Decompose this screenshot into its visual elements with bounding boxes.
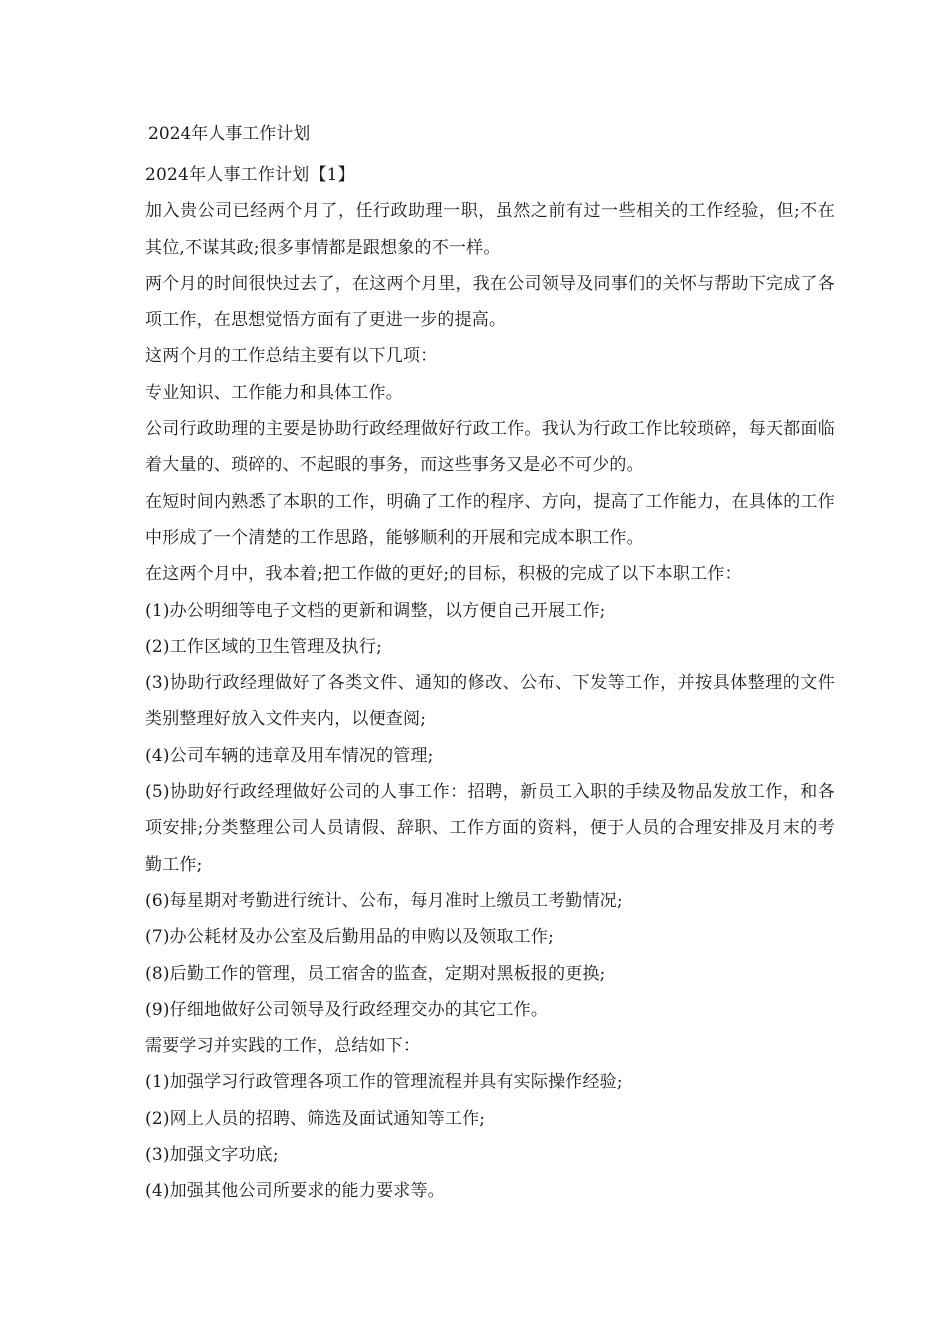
list-item: (1)办公明细等电子文档的更新和调整，以方便自己开展工作; <box>145 600 606 621</box>
list-item: (4)加强其他公司所要求的能力要求等。 <box>145 1181 445 1202</box>
list-item: (7)办公耗材及办公室及后勤用品的申购以及领取工作; <box>145 927 555 948</box>
paragraph: 两个月的时间很快过去了，在这两个月里，我在公司领导及同事们的关怀与帮助下完成了各项工作，在思想觉悟方面有了更进一步的提高。 <box>145 273 835 331</box>
list-item: (9)仔细地做好公司领导及行政经理交办的其它工作。 <box>145 999 549 1020</box>
list-item: (6)每星期对考勤进行统计、公布，每月准时上缴员工考勤情况; <box>145 890 623 911</box>
list-item: (1)加强学习行政管理各项工作的管理流程并具有实际操作经验; <box>145 1072 623 1093</box>
paragraph: 这两个月的工作总结主要有以下几项： <box>145 346 438 367</box>
list-item: (3)协助行政经理做好了各类文件、通知的修改、公布、下发等工作，并按具体整理的文件类别整理好放入文件夹内，以便查阅; <box>145 673 835 730</box>
list-item: (2)工作区域的卫生管理及执行; <box>145 636 383 657</box>
list-item: (5)协助好行政经理做好公司的人事工作：招聘，新员工入职的手续及物品发放工作，和各项安排;分类整理公司人员请假、辞职、工作方面的资料，便于人员的合理安排及月末的考勤工作; <box>145 782 835 875</box>
section-heading: 2024年人事工作计划【1】 <box>145 165 355 185</box>
paragraph: 专业知识、工作能力和具体工作。 <box>145 382 403 403</box>
paragraph: 公司行政助理的主要是协助行政经理做好行政工作。我认为行政工作比较琐碎，每天都面临着大量的、琐碎的、不起眼的事务，而这些事务又是必不可少的。 <box>145 419 835 476</box>
paragraph: 加入贵公司已经两个月了，任行政助理一职，虽然之前有过一些相关的工作经验，但;不在其位,不谋其政;很多事情都是跟想象的不一样。 <box>145 201 835 258</box>
list-item: (4)公司车辆的违章及用车情况的管理; <box>145 745 434 766</box>
document-title: 2024年人事工作计划 <box>148 124 311 144</box>
paragraph: 需要学习并实践的工作，总结如下： <box>145 1036 421 1057</box>
list-item: (2)网上人员的招聘、筛选及面试通知等工作; <box>145 1108 486 1129</box>
document-body <box>145 121 835 1210</box>
paragraph: 在这两个月中，我本着;把工作做的更好;的目标，积极的完成了以下本职工作： <box>145 564 742 585</box>
list-item: (8)后勤工作的管理，员工宿舍的监查，定期对黑板报的更换; <box>145 963 606 984</box>
list-item: (3)加强文字功底; <box>145 1145 279 1166</box>
paragraph: 在短时间内熟悉了本职的工作，明确了工作的程序、方向，提高了工作能力，在具体的工作中形成了一个清楚的工作思路，能够顺利的开展和完成本职工作。 <box>145 491 835 548</box>
